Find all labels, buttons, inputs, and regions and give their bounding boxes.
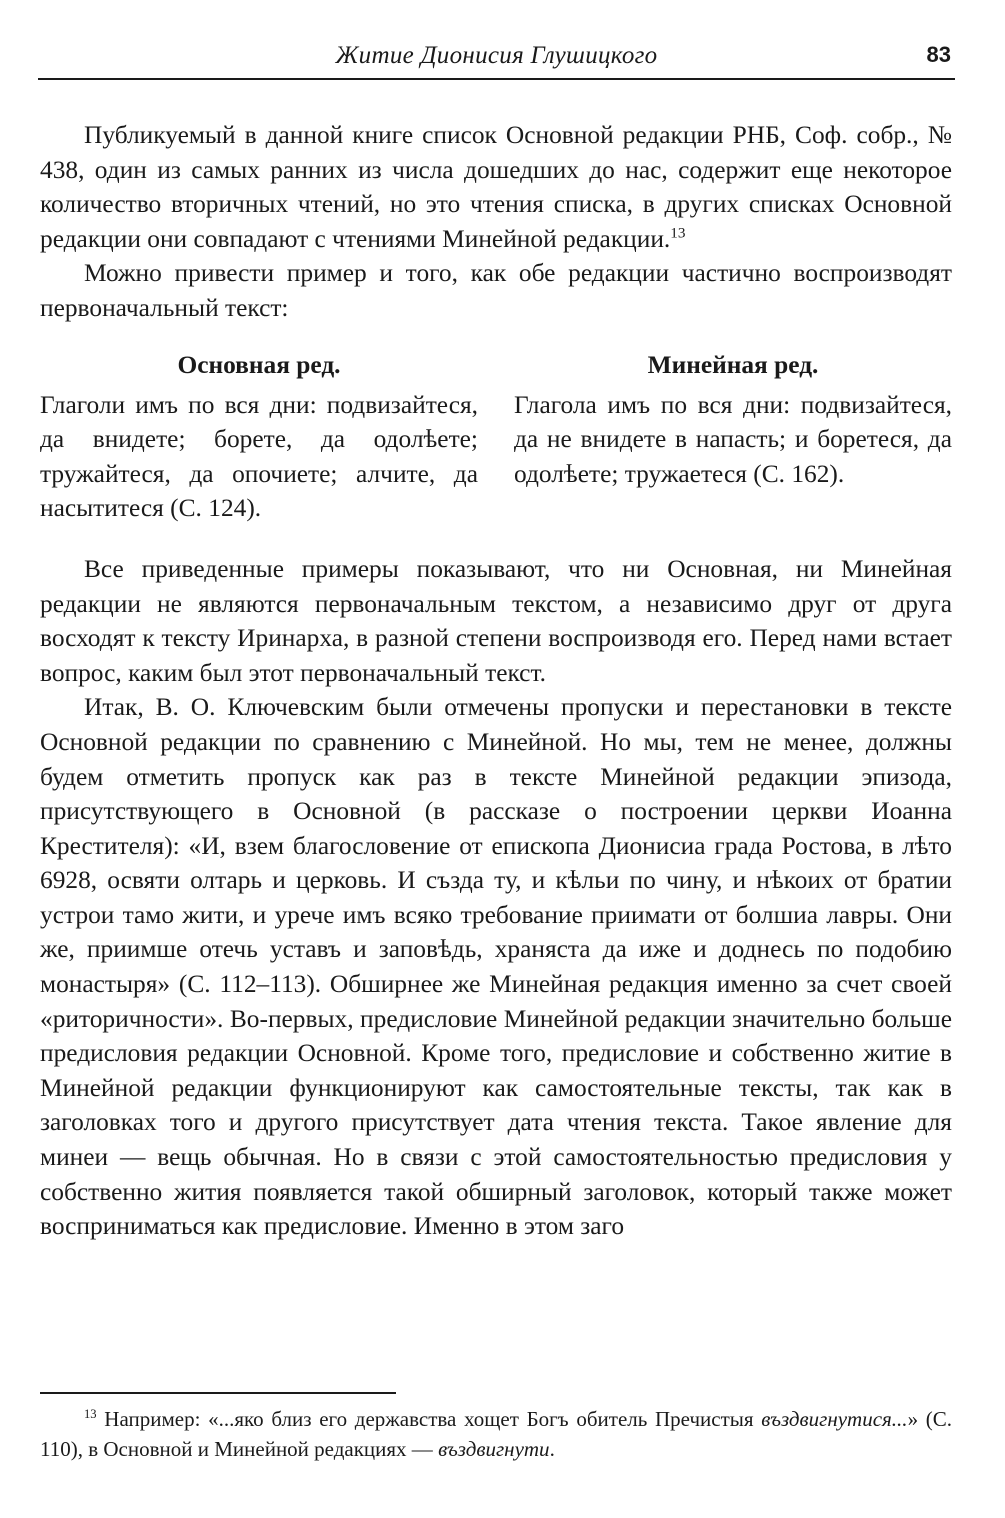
left-column-heading: Основная ред. [177, 350, 341, 379]
comparison-left-column [40, 348, 478, 526]
comparison-block [40, 348, 952, 526]
paragraph-1 [40, 118, 952, 256]
left-column-text: Глаголи имъ по вся дни: подвизайтеся, да внидете; борете, да одолѣете; тружайтеся, да опочиете; алчите, да насытитеся (С. 124). [40, 390, 478, 523]
paragraph-2: Можно привести пример и того, как обе редакции частично воспроизводят первоначальный текст: [40, 259, 952, 322]
footnote-ref-13: 13 [670, 224, 686, 242]
paragraph-4: Итак, В. О. Ключевским были отмечены пропуски и перестановки в тексте Основной редакции по сравнению с Минейной. Но мы, тем не менее, должны будем отметить пропуск как раз в тексте Минейной редакции эпизода, присутствующего в Основной (в рассказе о построении церкви Иоанна Крестителя): «И, взем благословение от епископа Дионисиа града Ростова, в лѣто 6928, освяти олтарь и церковь. И създа ту, и кѣльи по чину, и нѣкоих от братии устрои тамо жити, и урече имъ всяко требование приимати от болшиа лавры. Они же, приимше отечь уставъ и заповѣдь, храняста да иже и доднесь по подобию монастыря» (С. 112–113). Обширнее же Минейная редакция именно за счет своей «риторичности». Во-первых, предисловие Минейной редакции значительно больше предисловия редакции Основной. Кроме того, предисловие и собственно житие в Минейной редакции функционируют как самостоятельные тексты, так как в заголовках того и другого присутствует дата чтения текста. Такое явление для минеи — вещь обычная. Но в связи с этой самостоятельностью предисловия у собственно жития появляется такой обширный заголовок, который также может восприниматься как предисловие. Именно в этом заго [40, 693, 952, 1241]
paragraph-1-text: Публикуемый в данной книге список Основной редакции РНБ, Соф. собр., № 438, один из самых ранних из числа дошедших до нас, содержит еще некоторое количество вторичных чтений, но это чтения списка, в других списках Основной редакции они совпадают с чтениями Минейной редакции. [40, 121, 952, 253]
footnote-quote: въздвигнутися... [761, 1407, 908, 1431]
comparison-right-column [514, 348, 952, 526]
right-column-heading: Минейная ред. [647, 350, 819, 379]
footnote-end: . [549, 1437, 555, 1461]
footnote-number: 13 [84, 1407, 97, 1421]
right-column-text: Глагола имъ по вся дни: подвизайтеся, да не внидете в напасть; и боретеся, да одолѣете; тружаетеся (С. 162). [514, 390, 952, 488]
footnote-lead: Например: «...яко близ его державства хощет Богъ обитель Пречистыя [104, 1407, 754, 1431]
footnote-rule [40, 1392, 396, 1394]
body-text [40, 118, 952, 1244]
footnote-13 [40, 1404, 952, 1464]
running-head [38, 40, 955, 80]
footnote-middle: » (С. 110), в Основной и Минейной редакциях — [40, 1407, 952, 1461]
paragraph-3: Все приведенные примеры показывают, что ни Основная, ни Минейная редакции не являются первоначальным текстом, а независимо друг от друга восходят к тексту Иринарха, в разной степени воспроизводя его. Перед нами встает вопрос, каким был этот первоначальный текст. [40, 554, 952, 687]
footnote-final-word: въздвигнути [438, 1437, 550, 1461]
page-number: 83 [926, 42, 951, 67]
running-title: Житие Дионисия Глушицкого [335, 42, 658, 69]
